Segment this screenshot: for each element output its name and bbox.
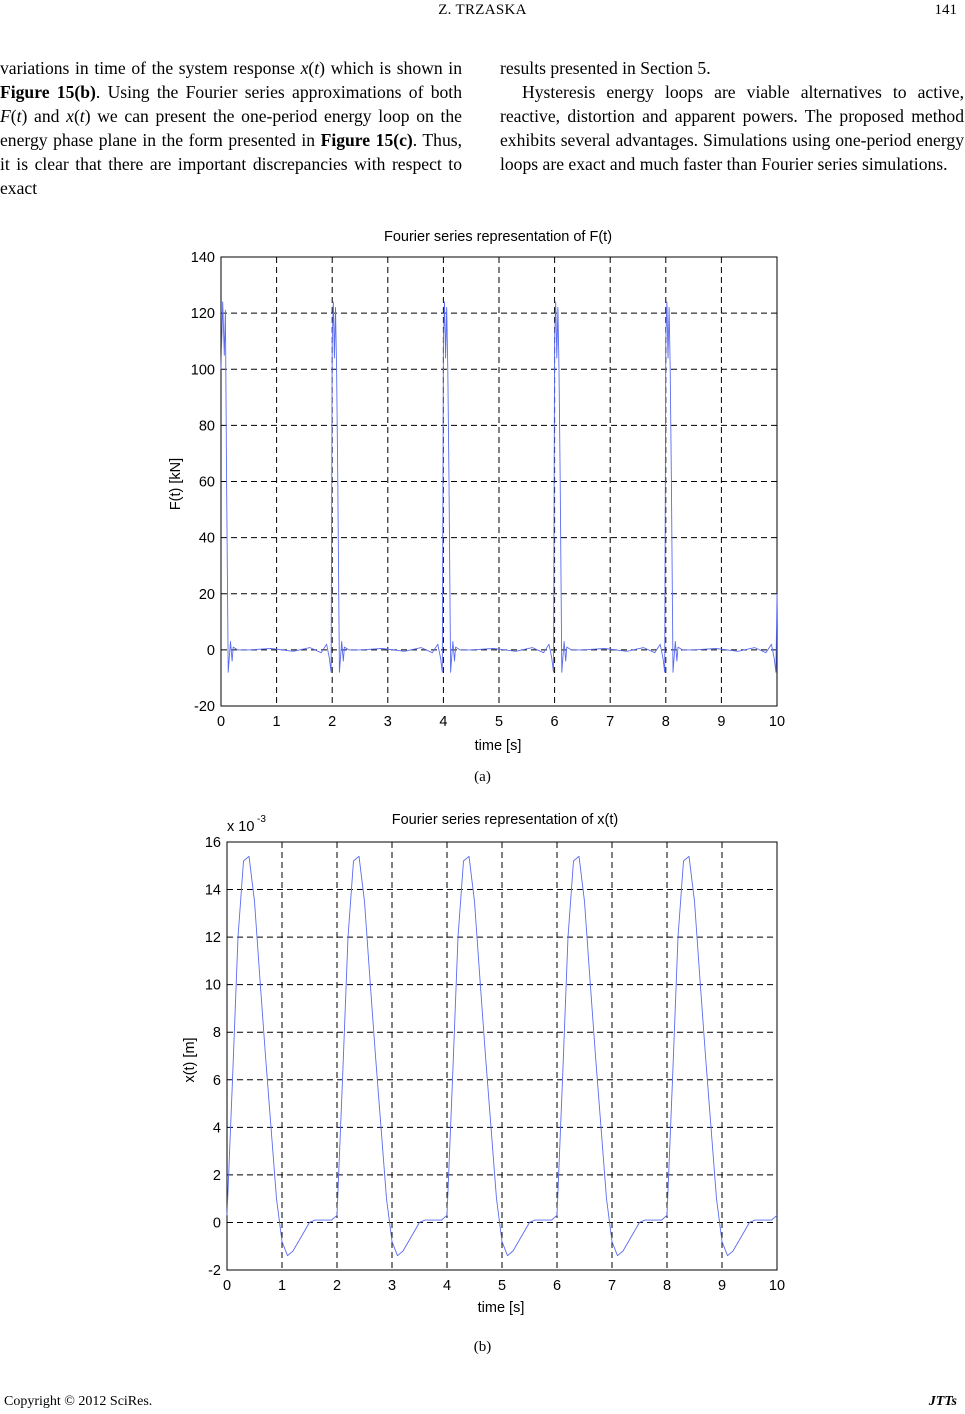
text-run: t — [314, 58, 320, 78]
footer-journal: JTTs — [928, 1394, 957, 1409]
x-tick-label: 0 — [216, 714, 226, 730]
page-number: 141 — [934, 2, 957, 18]
chart-title: Fourier series representation of F(t) — [383, 229, 613, 245]
y-tick-label: 2 — [212, 1167, 221, 1184]
y-tick-label: 10 — [204, 977, 221, 994]
x-tick-label: 4 — [439, 714, 448, 730]
y-tick-label: 40 — [198, 530, 215, 547]
y-tick-label: -20 — [194, 699, 215, 715]
x-tick-label: 10 — [768, 714, 786, 730]
text-run: ( — [73, 106, 80, 126]
x-tick-label: 2 — [328, 714, 337, 730]
y-tick-label: 20 — [198, 586, 215, 603]
x-tick-label: 1 — [277, 1278, 287, 1294]
text-run: x — [66, 106, 74, 126]
x-tick-label: 8 — [662, 1278, 672, 1294]
y-tick-label: -2 — [208, 1263, 221, 1279]
y-tick-label: 4 — [212, 1120, 221, 1137]
y-tick-label: 0 — [206, 642, 215, 659]
y-tick-label: 6 — [212, 1072, 221, 1089]
x-tick-label: 3 — [387, 1278, 397, 1294]
y-tick-label: 120 — [190, 306, 215, 323]
text-run: Figure 15(c) — [320, 130, 413, 150]
y-axis-label: x(t) [m] — [182, 1037, 198, 1083]
y-tick-label: 16 — [204, 835, 221, 851]
text-run: ) which is shown in — [319, 58, 462, 78]
x-tick-label: 6 — [552, 1278, 562, 1294]
text-run: ) we can present the one-period energy loop on the energy phase plane in the form presented in — [0, 106, 462, 150]
y-tick-label: 0 — [212, 1215, 221, 1232]
scale-note: x 10 — [227, 819, 255, 835]
chart-title: Fourier series representation of x(t) — [391, 812, 619, 828]
scale-exponent: -3 — [257, 814, 266, 825]
x-axis-label: time [s] — [474, 738, 522, 754]
y-tick-label: 12 — [204, 930, 221, 947]
x-tick-label: 2 — [332, 1278, 342, 1294]
x-tick-label: 1 — [272, 714, 281, 730]
text-run: variations in time of the system response — [0, 58, 301, 78]
x-tick-label: 0 — [222, 1278, 232, 1294]
y-tick-label: 80 — [198, 418, 215, 435]
x-tick-label: 6 — [550, 714, 559, 730]
text-run: Figure 15(b) — [0, 82, 96, 102]
text-run: . Using the Fourier series approximations of both — [95, 82, 462, 102]
x-tick-label: 10 — [768, 1278, 786, 1294]
x-tick-label: 4 — [442, 1278, 452, 1294]
y-axis-label: F(t) [kN] — [168, 457, 184, 511]
text-run: ( — [308, 58, 315, 78]
figure-b-caption: (b) — [473, 1339, 492, 1355]
y-tick-label: 14 — [204, 882, 221, 899]
running-header-author: Z. TRZASKA — [438, 2, 527, 18]
text-run: t — [16, 106, 22, 126]
text-run: ) and — [21, 106, 67, 126]
x-tick-label: 3 — [383, 714, 392, 730]
x-axis-label: time [s] — [477, 1300, 525, 1316]
figure-a-caption: (a) — [474, 769, 491, 785]
text-run: ( — [10, 106, 17, 126]
footer-copyright: Copyright © 2012 SciRes. — [4, 1394, 153, 1409]
x-tick-label: 9 — [717, 1278, 727, 1294]
y-tick-label: 140 — [190, 250, 215, 266]
x-tick-label: 5 — [494, 714, 504, 730]
right-paragraph-1: results presented in Section 5. — [500, 58, 711, 78]
x-tick-label: 8 — [661, 714, 670, 730]
y-tick-label: 60 — [198, 474, 215, 491]
x-tick-label: 7 — [606, 714, 615, 730]
text-run: F — [0, 106, 11, 126]
text-run: t — [79, 106, 85, 126]
x-tick-label: 9 — [717, 714, 726, 730]
y-tick-label: 8 — [212, 1025, 221, 1042]
right-paragraph-2: Hysteresis energy loops are viable alternatives to active, reactive, distortion and apparent powers. The proposed method exhibits several advantages. Simulations using one-period energy loops are exact and much faster than Fourier series simulations. — [500, 82, 964, 174]
x-tick-label: 5 — [497, 1278, 507, 1294]
y-tick-label: 100 — [190, 362, 215, 379]
text-run: . Thus, it is clear that there are important discrepancies with respect to exact — [0, 130, 462, 198]
x-tick-label: 7 — [607, 1278, 617, 1294]
text-run: x — [300, 58, 309, 78]
